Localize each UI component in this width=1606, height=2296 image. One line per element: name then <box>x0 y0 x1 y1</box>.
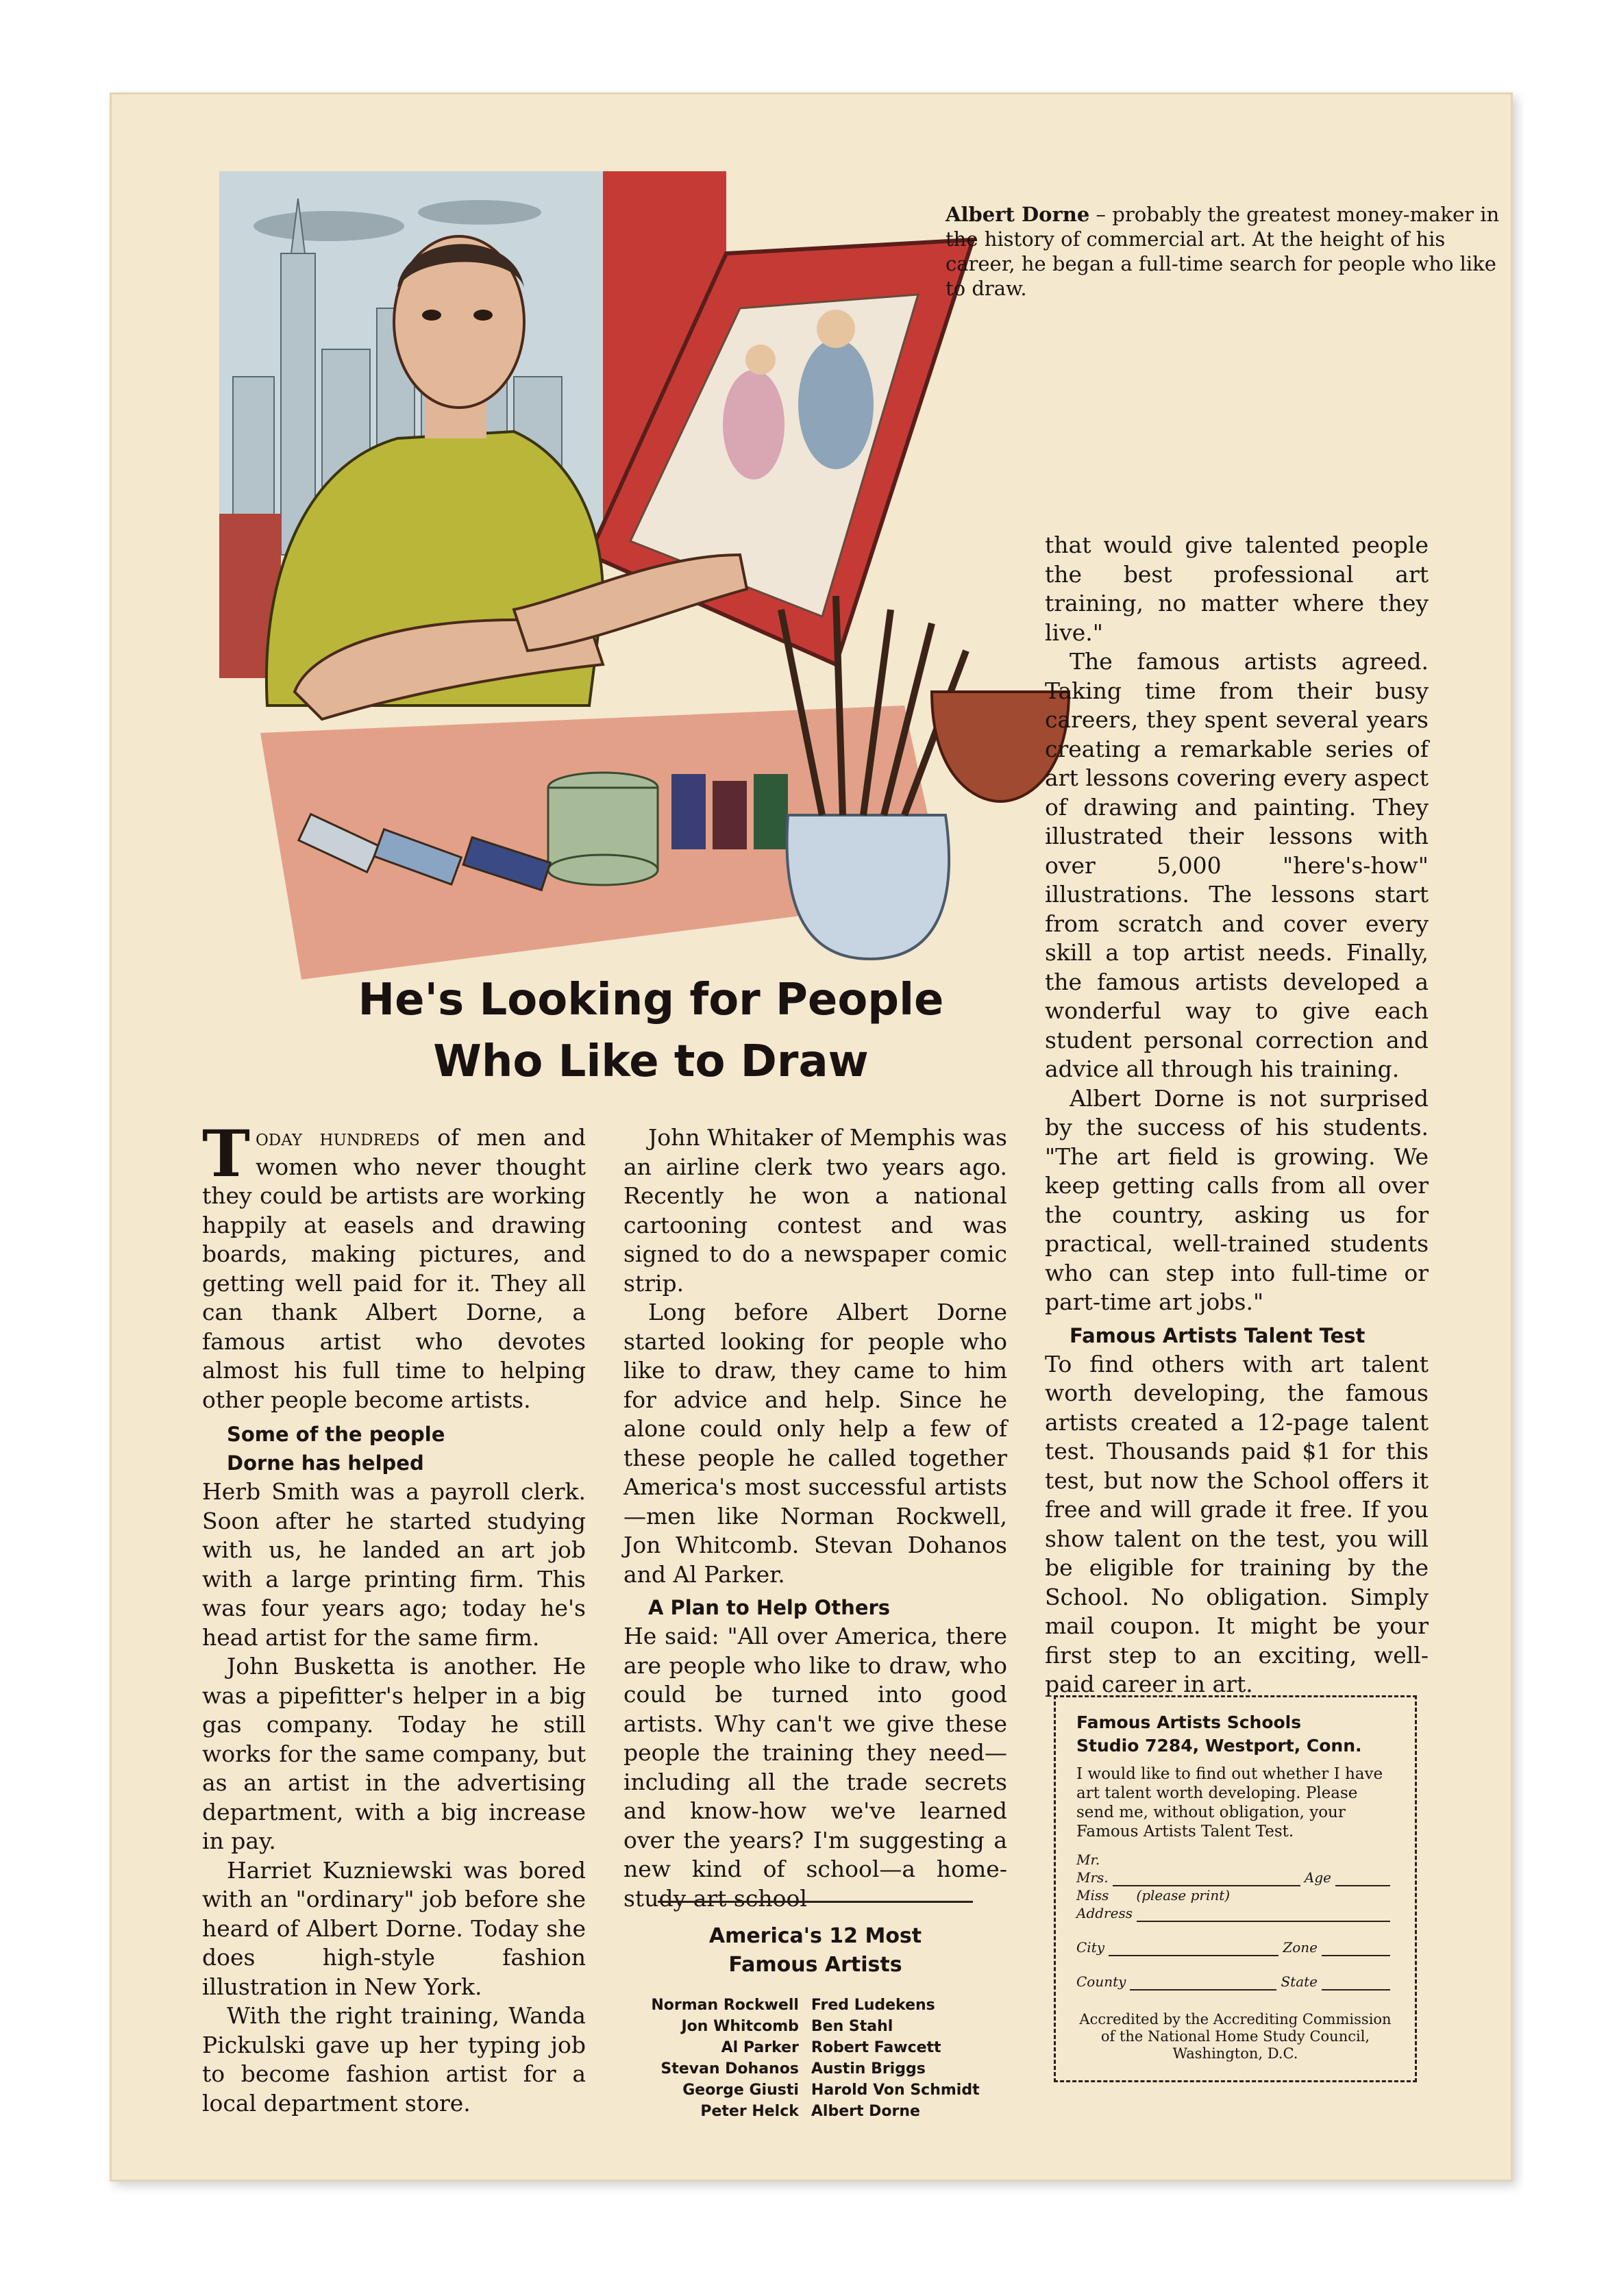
intro-lead: oday hundreds <box>255 1124 420 1151</box>
article-column-2 <box>623 1123 1007 1913</box>
artists-title-1: America's 12 Most <box>708 1924 922 1948</box>
artist-name: Fred Ludekens <box>811 1997 935 2014</box>
coupon-field-name[interactable] <box>1076 1869 1394 1886</box>
county-line[interactable] <box>1130 1977 1276 1991</box>
mail-coupon[interactable] <box>1054 1695 1417 2082</box>
age-line[interactable] <box>1335 1873 1390 1886</box>
label-city: City <box>1076 1939 1105 1956</box>
subhead-plan: A Plan to Help Others <box>648 1596 891 1619</box>
subhead-helped-2: Dorne has helped <box>227 1451 424 1475</box>
artist-name: Albert Dorne <box>811 2103 920 2120</box>
coupon-accreditation: Accredited by the Accrediting Commission of the National Home Study Council, Washington, D.C. <box>1079 2011 1392 2062</box>
headline <box>185 969 1117 1093</box>
paragraph-john-whitaker: John Whitaker of Memphis was an airline clerk two years ago. Recently he won a national cartooning contest and was signed to do a newspaper comic strip. <box>623 1124 1007 1297</box>
drop-cap: T <box>202 1116 250 1192</box>
address-line[interactable] <box>1137 1908 1390 1922</box>
paragraph-john-busketta: John Busketta is another. He was a pipefitter's helper in a big gas company. Today he still works for the same company, but as an artist in the advertising department, with a big increase in pay. <box>202 1653 586 1854</box>
artist-name: Norman Rockwell <box>651 1997 799 2014</box>
artists-title-2: Famous Artists <box>728 1953 902 1977</box>
coupon-field-mr <box>1076 1851 1394 1869</box>
artists-title <box>623 1922 1007 1980</box>
artist-name: Al Parker <box>721 2039 799 2056</box>
headline-line-2: Who Like to Draw <box>433 1036 869 1087</box>
artist-name: Ben Stahl <box>811 2018 893 2035</box>
article-column-1 <box>202 1116 586 2118</box>
artists-left-column <box>651 1995 799 2122</box>
coupon-field-miss <box>1076 1886 1394 1904</box>
label-age: Age <box>1304 1869 1331 1886</box>
label-mr: Mr. <box>1076 1851 1100 1868</box>
artist-name: George Giusti <box>682 2082 799 2099</box>
name-line[interactable] <box>1113 1873 1300 1886</box>
coupon-field-address[interactable] <box>1076 1904 1394 1922</box>
intro-text: of men and women who never thought they could be artists are working happily at easels and drawing boards, making pictures, and getting well paid for it. They all can thank Albert Dorne, a famous artist who devotes almost his full time to helping other people become artists. <box>202 1124 586 1413</box>
label-zone: Zone <box>1283 1939 1318 1956</box>
artists-right-column <box>811 1995 980 2122</box>
zone-line[interactable] <box>1322 1943 1390 1956</box>
coupon-heading-1: Famous Artists Schools <box>1076 1712 1302 1732</box>
label-state: State <box>1281 1973 1318 1990</box>
label-county: County <box>1076 1973 1126 1990</box>
artist-name: Stevan Dohanos <box>660 2060 799 2077</box>
artist-name: Austin Briggs <box>811 2060 926 2077</box>
coupon-field-city[interactable] <box>1076 1938 1394 1956</box>
illustration-caption <box>946 202 1507 301</box>
famous-artists-list <box>623 1901 1007 2122</box>
subhead-talent-test: Famous Artists Talent Test <box>1070 1323 1366 1347</box>
paragraph-wanda: With the right training, Wanda Pickulski gave up her typing job to become fashion artist for a local department store. <box>202 2002 586 2117</box>
artist-name: Jon Whitcomb <box>681 2018 799 2035</box>
label-please-print: (please print) <box>1136 1887 1231 1904</box>
article-column-3 <box>1045 531 1429 1699</box>
coupon-body: I would like to find out whether I have art talent worth developing. Please send me, without obligation, your Famous Artists Talent Test. <box>1076 1765 1383 1840</box>
label-mrs: Mrs. <box>1076 1869 1109 1886</box>
paragraph-he-said: He said: "All over America, there are people who like to draw, who could be turned into good artists. Why can't we give these people the training they need—including all the trade secrets and know-how we've learned over the years? I'm suggesting a new kind of school—a home-study art school <box>623 1623 1007 1912</box>
comic-back-cover <box>110 92 1513 2182</box>
state-line[interactable] <box>1322 1977 1390 1991</box>
artist-name: Robert Fawcett <box>811 2039 941 2056</box>
paragraph-talent-test: To find others with art talent worth developing, the famous artists created a 12-page talent test. Thousands paid $1 for this test, but now the School offers it free and will grade it free. If you show talent on the test, you will be eligible for training by the School. No obligation. Simply mail coupon. It might be your first step to an exciting, well-paid career in art. <box>1045 1350 1429 1697</box>
paragraph-artists-agreed: The famous artists agreed. Taking time from their busy careers, they spent several years creating a remarkable series of art lessons covering every aspect of drawing and painting. They illustrated their lessons with over 5,000 "here's-how" illustrations. The lessons start from scratch and cover every skill a top artist needs. Finally, the famous artists developed a wonderful way to give each student personal correction and advice all through his training. <box>1045 648 1429 1082</box>
coupon-heading-2: Studio 7284, Westport, Conn. <box>1076 1736 1362 1756</box>
coupon-field-county[interactable] <box>1076 1973 1394 1991</box>
paragraph-herb-smith: Herb Smith was a payroll clerk. Soon after he started studying with us, he landed an art job with a large printing firm. This was four years ago; today he's head artist for the same firm. <box>202 1478 586 1651</box>
caption-text: – probably the greatest money-maker in the history of commercial art. At the height of his career, he began a full-time search for people who like to draw. <box>946 203 1500 300</box>
paragraph-continued: that would give talented people the best professional art training, no matter where they live." <box>1045 532 1429 646</box>
artist-name: Peter Helck <box>700 2103 799 2120</box>
paragraph-long-before: Long before Albert Dorne started looking for people who like to draw, they came to him for advice and help. Since he alone could only help a few of these people he called together America's most successful artists —men like Norman Rockwell, Jon Whitcomb. Stevan Dohanos and Al Parker. <box>623 1299 1007 1588</box>
caption-name: Albert Dorne <box>946 203 1090 226</box>
intro-paragraph <box>202 1116 586 1414</box>
city-line[interactable] <box>1109 1943 1278 1956</box>
paragraph-harriet: Harriet Kuzniewski was bored with an "ordinary" job before she heard of Albert Dorne. Today she does high-style fashion illustration in New York. <box>202 1856 586 2000</box>
divider <box>658 1901 973 1903</box>
label-address: Address <box>1076 1905 1133 1921</box>
artist-name: Harold Von Schmidt <box>811 2082 980 2099</box>
headline-line-1: He's Looking for People <box>358 975 944 1025</box>
subhead-helped-1: Some of the people <box>227 1423 445 1446</box>
paragraph-not-surprised: Albert Dorne is not surprised by the success of his students. "The art field is growing. We keep getting calls from all over the country, asking us for practical, well-trained students who can step into full-time or part-time art jobs." <box>1045 1084 1429 1315</box>
label-miss: Miss <box>1076 1887 1109 1904</box>
